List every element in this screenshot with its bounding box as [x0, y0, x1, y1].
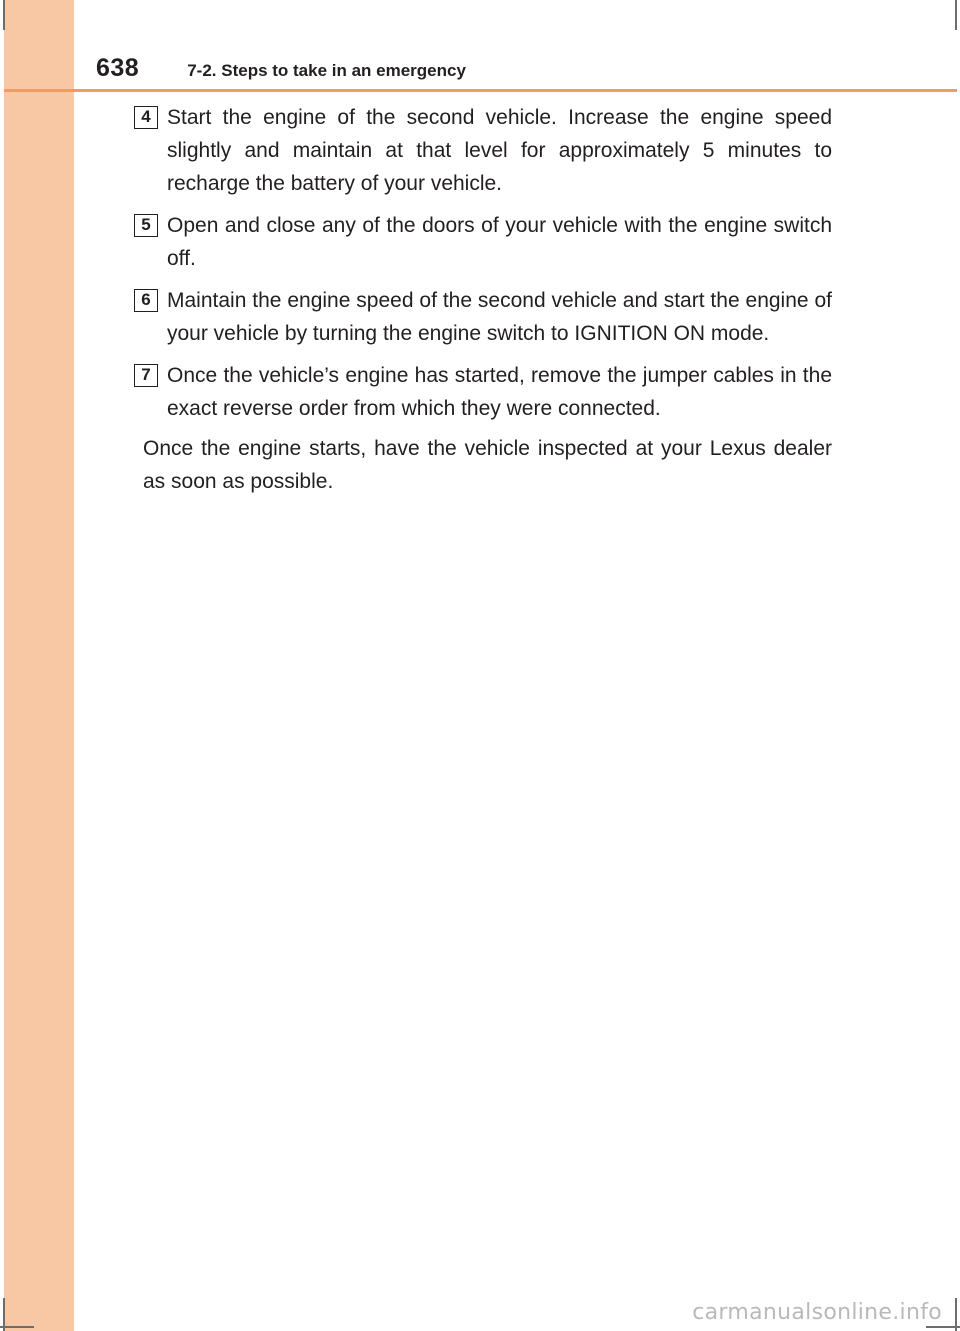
section-title: 7-2. Steps to take in an emergency	[187, 61, 466, 80]
step-number-badge: 7	[134, 364, 158, 387]
step-list	[134, 101, 832, 434]
step-item	[134, 359, 832, 425]
crop-mark-top-right	[955, 0, 957, 30]
step-item	[134, 284, 832, 350]
step-text: Once the vehicle’s engine has started, remove the jumper cables in the exact reverse order from which they were connected.	[167, 364, 832, 420]
page-number: 638	[96, 54, 140, 82]
page-header	[96, 54, 960, 88]
step-text: Open and close any of the doors of your vehicle with the engine switch off.	[167, 214, 832, 270]
crop-mark-bottom-left-h	[0, 1326, 34, 1328]
side-color-band	[4, 0, 74, 1331]
step-text: Maintain the engine speed of the second vehicle and start the engine of your vehicle by turning the engine switch to IGNITION ON mode.	[167, 289, 832, 345]
closing-note: Once the engine starts, have the vehicle inspected at your Lexus dealer as soon as possible.	[143, 437, 832, 493]
crop-mark-bottom-right-h	[926, 1326, 960, 1328]
step-number-badge: 4	[134, 106, 158, 129]
step-item	[134, 101, 832, 200]
crop-mark-top-left	[3, 0, 5, 30]
step-number-badge: 5	[134, 214, 158, 237]
header-rule	[4, 89, 957, 92]
watermark: carmanualsonline.info	[692, 1300, 942, 1325]
step-item	[134, 209, 832, 275]
step-number-badge: 6	[134, 289, 158, 312]
step-text: Start the engine of the second vehicle. Increase the engine speed slightly and maintain at that level for approximately 5 minutes to recharge the battery of your vehicle.	[167, 106, 832, 195]
